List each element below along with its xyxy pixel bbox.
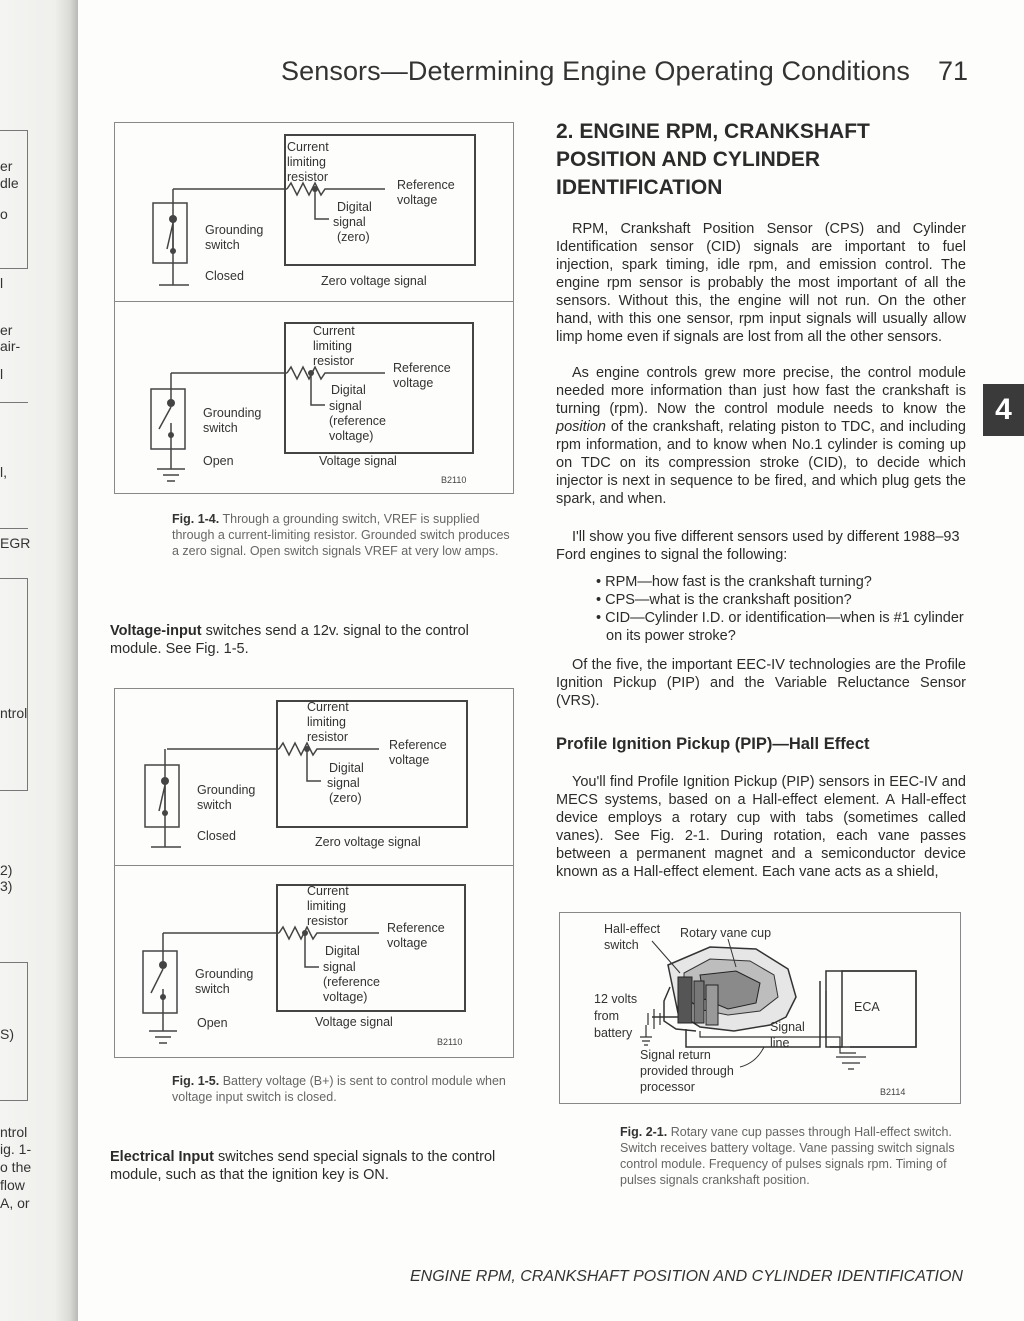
fig21-return-line2: provided through (640, 1064, 734, 1078)
fig14-bottom-state: Open (203, 454, 234, 468)
gutter-fragment: l, (0, 464, 7, 480)
fig14-bottom-digital-line3: (reference (329, 414, 386, 428)
left-paragraph-1 (110, 622, 516, 658)
fig21-hall-line1: Hall-effect (604, 922, 661, 936)
fig15-top-digital-line2: signal (327, 776, 360, 790)
gutter-fragment: ntrol (0, 705, 28, 721)
gutter-fragment: ig. 1- (0, 1141, 32, 1157)
gutter-fragment: ntrol (0, 1124, 28, 1140)
fig14-top-resistor-line1: Current (287, 140, 329, 154)
fig14-bottom-digital-line4: voltage) (329, 429, 374, 443)
fig15-top-resistor-line1: Current (307, 700, 349, 714)
fig15-top-resistor-line2: limiting (307, 715, 346, 729)
fig15-bottom-signal: Voltage signal (315, 1015, 393, 1029)
figure-1-4 (114, 122, 514, 494)
fig14-bottom-resistor-line1: Current (313, 324, 355, 338)
gutter-fragment: o (0, 206, 8, 222)
gutter-fragment: A, or (0, 1195, 30, 1211)
fig15-bottom-digital-line3: (reference (323, 975, 380, 989)
fig15-top-state: Closed (197, 829, 236, 843)
section-title-line2: POSITION AND CYLINDER (556, 148, 821, 171)
fig14-top-switch-line2: switch (205, 238, 240, 252)
fig14-top-digital-line3: (zero) (337, 230, 370, 244)
fig14-caption (172, 511, 516, 559)
fig14-bottom-digital-line2: signal (329, 399, 362, 413)
section-heading (556, 118, 976, 202)
right-paragraph-5: You'll find Profile Ignition Pickup (PIP) sensors in EEC-IV and MECS systems, based on a Hall-effect element. A Hall-effect device employs a rotary cup with tabs (sometimes called vanes). See Fig. 2-1. During rotation, each vane passes between a permanent magnet and a semiconductor device known as a Hall-effect element. Each vane acts as a shield, (556, 774, 966, 880)
bullet-item: • CPS—what is the crankshaft position? (596, 592, 852, 608)
gutter-fragment: EGR (0, 535, 31, 551)
right-paragraph-1: RPM, Crankshaft Position Sensor (CPS) and Cylinder Identification sensor (CID) signals are important to fuel injection, spark timing, idle rpm, and emission control. The engine rpm sensor is probably the most important of all the sensors. Without this, the engine will not run. On the other hand, with this one sensor, rpm input signals will usually allow limp home even if signals are lost from all the other sensors. (556, 221, 966, 345)
fig21-code: B2114 (880, 1087, 906, 1097)
fig15-bottom-reference-line2: voltage (387, 936, 428, 950)
fig15-bottom-digital-line4: voltage) (323, 990, 368, 1004)
gutter-fragment: 2) (0, 862, 13, 878)
running-footer: ENGINE RPM, CRANKSHAFT POSITION AND CYLINDER IDENTIFICATION (410, 1268, 963, 1285)
right-paragraph-2-a: As engine controls grew more precise, the control module needed more information than just how fast the crankshaft is turning (rpm). Now the control module needs to know the (556, 365, 966, 417)
fig15-bottom-resistor-line2: limiting (307, 899, 346, 913)
fig21-caption (620, 1124, 962, 1188)
fig21-return-line1: Signal return (640, 1048, 711, 1062)
fig21-signal-line1: Signal (770, 1020, 805, 1034)
gutter-fragment: flow (0, 1177, 25, 1193)
fig21-cup-label: Rotary vane cup (680, 926, 772, 940)
fig15-bottom-switch-line2: switch (195, 982, 230, 996)
right-paragraph-2-b: of the crankshaft, relating piston to TDC, and including rpm information, and to know when No.1 cylinder is coming up on TDC on its compression stroke (CID), to decide which injector is next in sequence to be fired, and which plug gets the spark, and when. (556, 419, 966, 507)
fig14-bottom-resistor-line3: resistor (313, 354, 354, 368)
fig15-bottom-digital-line2: signal (323, 960, 356, 974)
left-paragraph-2-text: switches send special signals to the control module, such as that the ignition key is ON. (110, 1149, 496, 1183)
fig14-top-resistor-line3: resistor (287, 170, 328, 184)
fig15-bottom-digital-line1: Digital (325, 944, 360, 958)
fig14-bottom-signal: Voltage signal (319, 454, 397, 468)
section-title-line1: ENGINE RPM, CRANKSHAFT (579, 120, 870, 143)
fig14-bottom-switch-line2: switch (203, 421, 238, 435)
fig14-bottom-switch-line1: Grounding (203, 406, 262, 420)
fig15-bottom-resistor-line1: Current (307, 884, 349, 898)
fig15-top-resistor-line3: resistor (307, 730, 348, 744)
fig14-caption-label: Fig. 1-4. (172, 512, 220, 526)
fig14-circuit-drawing (115, 123, 513, 493)
figure-2-1 (559, 912, 961, 1104)
page-number: 71 (938, 56, 969, 86)
section-title-line3: IDENTIFICATION (556, 176, 723, 199)
fig21-caption-text: Rotary vane cup passes through Hall-effect switch. Switch receives battery voltage. Vane passing switch signals control module. Frequency of pulses signals rpm. Timing of pulses signals crankshaft position. (620, 1125, 955, 1187)
left-paragraph-2 (110, 1148, 516, 1184)
page-gutter (0, 0, 78, 1321)
fig15-top-switch-line2: switch (197, 798, 232, 812)
fig15-bottom-reference-line1: Reference (387, 921, 445, 935)
left-paragraph-1-text: switches send a 12v. signal to the control module. See Fig. 1-5. (110, 623, 469, 657)
fig15-bottom-state: Open (197, 1016, 228, 1030)
fig15-circuit-drawing (115, 689, 513, 1057)
gutter-fragment: S) (0, 1026, 14, 1042)
fig15-top-digital-line3: (zero) (329, 791, 362, 805)
fig15-top-digital-line1: Digital (329, 761, 364, 775)
fig15-caption-text: Battery voltage (B+) is sent to control module when voltage input switch is closed. (172, 1074, 506, 1104)
fig15-code: B2110 (437, 1037, 463, 1047)
fig21-caption-label: Fig. 2-1. (620, 1125, 668, 1139)
subheading-pip: Profile Ignition Pickup (PIP)—Hall Effect (556, 735, 870, 753)
fig14-bottom-reference-line2: voltage (393, 376, 434, 390)
right-paragraph-3: I'll show you five different sensors used by different 1988–93 Ford engines to signal the following: (556, 529, 960, 563)
fig14-top-reference-line1: Reference (397, 178, 455, 192)
right-paragraph-2 (556, 364, 966, 508)
gutter-fragment: o the (0, 1159, 32, 1175)
fig21-eca-label: ECA (854, 1000, 880, 1014)
left-paragraph-2-bold: Electrical Input (110, 1149, 214, 1165)
fig15-top-signal: Zero voltage signal (315, 835, 421, 849)
gutter-fragment: air- (0, 338, 21, 354)
fig15-top-switch-line1: Grounding (197, 783, 256, 797)
right-paragraph-2-italic: position (556, 419, 606, 435)
fig14-caption-text: Through a grounding switch, VREF is supplied through a current-limiting resistor. Grounded switch produces a zero signal. Open switch signals VREF at very low amps. (172, 512, 510, 558)
fig15-top-reference-line1: Reference (389, 738, 447, 752)
gutter-fragment: dle (0, 175, 19, 191)
gutter-fragment: er (0, 158, 13, 174)
fig21-hall-drawing (560, 913, 960, 1103)
fig14-bottom-resistor-line2: limiting (313, 339, 352, 353)
fig21-signal-line2: line (770, 1036, 790, 1050)
fig15-bottom-resistor-line3: resistor (307, 914, 348, 928)
left-paragraph-1-bold: Voltage-input (110, 623, 202, 639)
fig21-battery-line3: battery (594, 1026, 633, 1040)
fig14-top-signal: Zero voltage signal (321, 274, 427, 288)
bullet-item: • CID—Cylinder I.D. or identification—when is #1 cylinder on its power stroke? (596, 610, 964, 644)
fig15-caption (172, 1073, 516, 1105)
fig15-bottom-switch-line1: Grounding (195, 967, 254, 981)
section-number: 2. (556, 120, 574, 143)
bullet-item: • RPM—how fast is the crankshaft turning? (596, 574, 872, 590)
fig14-top-switch-line1: Grounding (205, 223, 264, 237)
fig15-caption-label: Fig. 1-5. (172, 1074, 220, 1088)
fig21-battery-line1: 12 volts (594, 992, 638, 1006)
chapter-tab: 4 (983, 384, 1024, 436)
fig14-code: B2110 (441, 475, 467, 485)
fig14-top-reference-line2: voltage (397, 193, 438, 207)
fig14-bottom-digital-line1: Digital (331, 383, 366, 397)
fig14-top-digital-line1: Digital (337, 200, 372, 214)
fig21-battery-line2: from (594, 1009, 619, 1023)
bullet-list (596, 573, 968, 645)
right-paragraph-4: Of the five, the important EEC-IV technologies are the Profile Ignition Pickup (PIP) and the Variable Reluctance Sensor (VRS). (556, 657, 966, 709)
fig21-hall-line2: switch (604, 938, 639, 952)
figure-1-5 (114, 688, 514, 1058)
fig14-top-state: Closed (205, 269, 244, 283)
fig21-return-line3: processor (640, 1080, 695, 1094)
running-header: Sensors—Determining Engine Operating Conditions (281, 56, 911, 86)
fig14-top-resistor-line2: limiting (287, 155, 326, 169)
fig15-top-reference-line2: voltage (389, 753, 430, 767)
fig14-bottom-reference-line1: Reference (393, 361, 451, 375)
gutter-fragment: l (0, 366, 4, 382)
gutter-fragment: 3) (0, 878, 13, 894)
fig14-top-digital-line2: signal (333, 215, 366, 229)
gutter-fragment: l (0, 275, 4, 291)
gutter-fragment: er (0, 322, 13, 338)
